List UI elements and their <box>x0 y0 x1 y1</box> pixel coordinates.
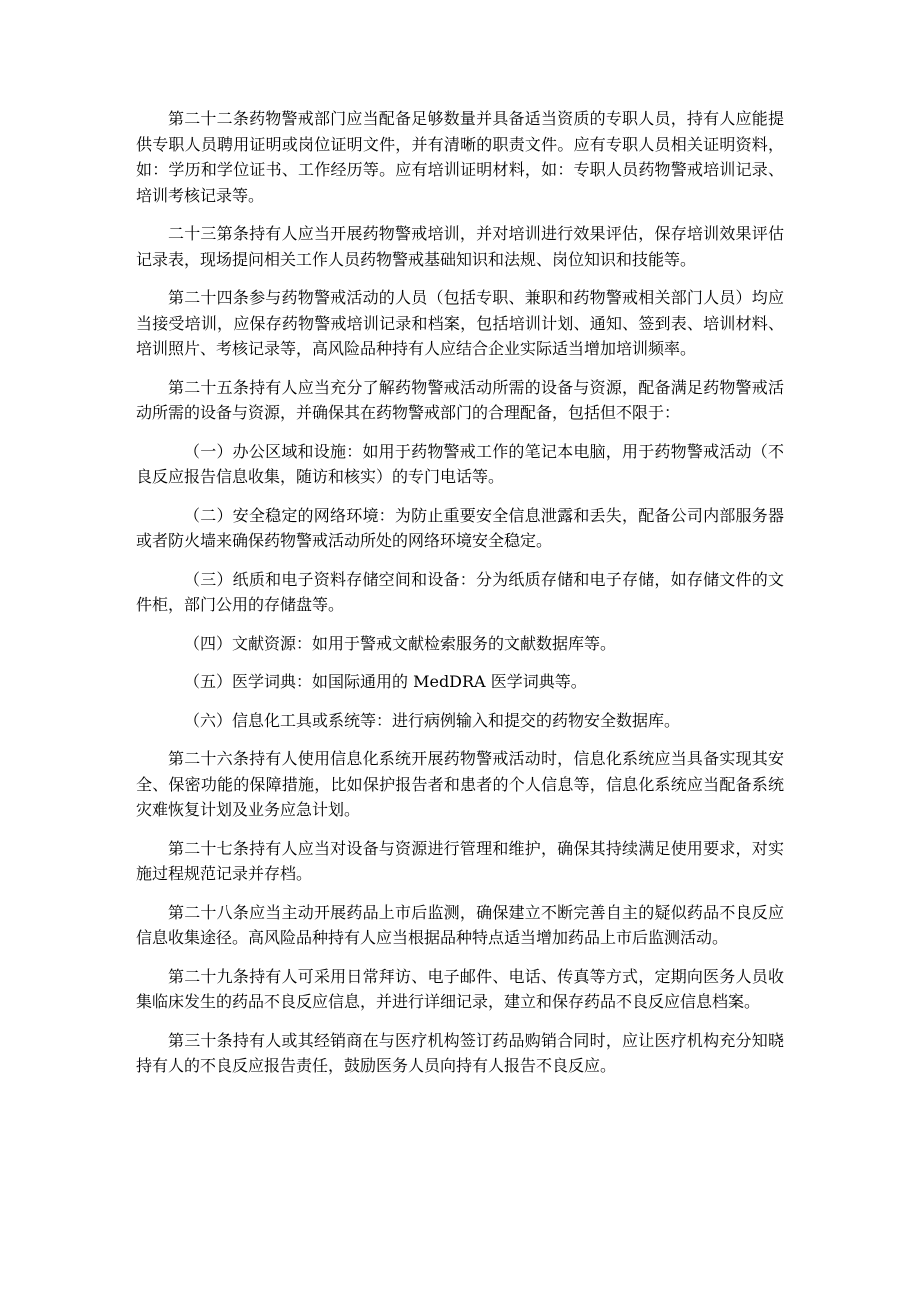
article-30-paragraph: 第三十条持有人或其经销商在与医疗机构签订药品购销合同时，应让医疗机构充分知晓持有人的不良反应报告责任，鼓励医务人员向持有人报告不良反应。 <box>136 1030 784 1075</box>
article-25-paragraph: 第二十五条持有人应当充分了解药物警戒活动所需的设备与资源，配备满足药物警戒活动所需的设备与资源，并确保其在药物警戒部门的合理配备，包括但不限于： <box>136 377 784 422</box>
article-24-paragraph: 第二十四条参与药物警戒活动的人员（包括专职、兼职和药物警戒相关部门人员）均应当接受培训，应保存药物警戒培训记录和档案，包括培训计划、通知、签到表、培训材料、培训照片、考核记录等，高风险品种持有人应结合企业实际适当增加培训频率。 <box>136 288 784 358</box>
item-5-paragraph: （五）医学词典：如国际通用的 MedDRA 医学词典等。 <box>184 672 587 691</box>
article-22-paragraph: 第二十二条药物警戒部门应当配备足够数量并具备适当资质的专职人员，持有人应能提供专职人员聘用证明或岗位证明文件，并有清晰的职责文件。应有专职人员相关证明资料，如：学历和学位证书、工作经历等。应有培训证明材料，如：专职人员药物警戒培训记录、培训考核记录等。 <box>136 109 784 205</box>
item-6-paragraph: （六）信息化工具或系统等：进行病例输入和提交的药物安全数据库。 <box>184 710 681 730</box>
article-27-paragraph: 第二十七条持有人应当对设备与资源进行管理和维护，确保其持续满足使用要求，对实施过程规范记录并存档。 <box>136 838 784 883</box>
item-3-paragraph: （三）纸质和电子资料存储空间和设备：分为纸质存储和电子存储，如存储文件的文件柜，部门公用的存储盘等。 <box>136 569 784 614</box>
document-page <box>136 106 784 1092</box>
item-4-paragraph: （四）文献资源：如用于警戒文献检索服务的文献数据库等。 <box>184 633 617 653</box>
article-23-paragraph: 二十三第条持有人应当开展药物警戒培训，并对培训进行效果评估，保存培训效果评估记录表，现场提问相关工作人员药物警戒基础知识和法规、岗位知识和技能等。 <box>136 224 784 269</box>
item-1-paragraph: （一）办公区域和设施：如用于药物警戒工作的笔记本电脑，用于药物警戒活动（不良反应报告信息收集，随访和核实）的专门电话等。 <box>136 441 784 486</box>
article-26-paragraph: 第二十六条持有人使用信息化系统开展药物警戒活动时，信息化系统应当具备实现其安全、保密功能的保障措施，比如保护报告者和患者的个人信息等，信息化系统应当配备系统灾难恢复计划及业务应急计划。 <box>136 749 784 819</box>
article-28-paragraph: 第二十八条应当主动开展药品上市后监测，确保建立不断完善自主的疑似药品不良反应信息收集途径。高风险品种持有人应当根据品种特点适当增加药品上市后监测活动。 <box>136 902 784 947</box>
item-2-paragraph: （二）安全稳定的网络环境：为防止重要安全信息泄露和丢失，配备公司内部服务器或者防火墙来确保药物警戒活动所处的网络环境安全稳定。 <box>136 505 784 550</box>
article-29-paragraph: 第二十九条持有人可采用日常拜访、电子邮件、电话、传真等方式，定期向医务人员收集临床发生的药品不良反应信息，并进行详细记录，建立和保存药品不良反应信息档案。 <box>136 966 784 1011</box>
